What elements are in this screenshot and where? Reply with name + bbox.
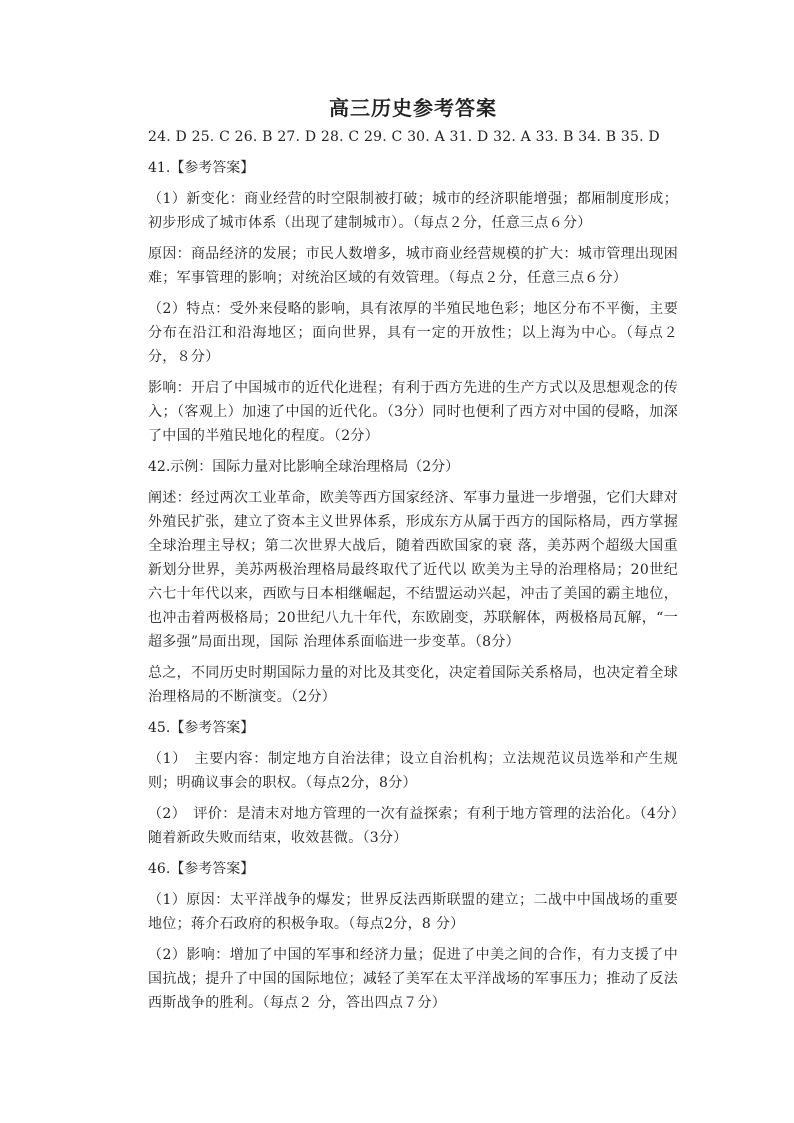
- q46-heading: 46.【参考答案】: [148, 861, 255, 877]
- q41-part1-reasons: 原因：商品经济的发展；市民人数增多，城市商业经营规模的扩大：城市管理出现困难；军事管理的影响；对统治区域的有效管理。（每点２分，任意三点６分）: [148, 246, 678, 286]
- page-title: 高三历史参考答案: [329, 96, 497, 120]
- q42-heading: 42.示例：国际力量对比影响全球治理格局（2分）: [148, 459, 460, 475]
- q42-elaboration: 阐述：经过两次工业革命，欧美等西方国家经济、军事力量进一步增强，它们大肆对外殖民扩张，建立了资本主义世界体系，形成东方从属于西方的国际格局，西方掌握全球治理主导权；第二次世界大战后，随着西欧国家的衰 落，美苏两个超级大国重新划分世界，美苏两极治理格局最终取代了近代以 欧美为主导的治理格局；20世纪六七十年代以来，西欧与日本相继崛起，不结盟运动兴起，冲击了美国的霸主地位，也冲击着两极格局；20世纪八九十年代，东欧剧变，苏联解体，两极格局瓦解，“一超多强”局面出现，国际 治理体系面临进一步变革。（8分）: [148, 490, 678, 650]
- choice-answers: 24. D 25. C 26. B 27. D 28. C 29. C 30. A 31. D 32. A 33. B 34. B 35. D: [148, 129, 660, 145]
- q41-part2-impact: 影响：开启了中国城市的近代化进程；有利于西方先进的生产方式以及思想观念的传入；（客观上）加速了中国的近代化。（3分）同时也便利了西方对中国的侵略，加深了中国的半殖民地化的程度。（2分）: [148, 380, 678, 444]
- q45-part2: （2） 评价：是清末对地方管理的一次有益探索；有利于地方管理的法治化。（4分）随着新政失败而结束，收效甚微。（3分）: [148, 806, 678, 846]
- q46-part2: （2）影响：增加了中国的军事和经济力量；促进了中美之间的合作，有力支援了中国抗战；提升了中国的国际地位；减轻了美军在太平洋战场的军事压力；推动了反法西斯战争的胜利。（每点２ 分，答出四点７分）: [148, 947, 678, 1011]
- q45-part1: （1） 主要内容：制定地方自治法律；设立自治机构；立法规范议员选举和产生规则；明确议事会的职权。（每点2分，8分）: [148, 751, 678, 791]
- q41-heading: 41.【参考答案】: [148, 160, 255, 176]
- q41-part2-features: （2）特点：受外来侵略的影响，具有浓厚的半殖民地色彩；地区分布不平衡，主要分布在沿江和沿海地区；面向世界，具有一定的开放性；以上海为中心。（每点２分，８分）: [148, 301, 678, 365]
- q45-heading: 45.【参考答案】: [148, 720, 255, 736]
- q42-conclusion: 总之，不同历史时期国际力量的对比及其变化，决定着国际关系格局，也决定着全球治理格局的不断演变。（2分）: [148, 665, 678, 705]
- q41-part1-changes: （1）新变化：商业经营的时空限制被打破；城市的经济职能增强；都厢制度形成；初步形成了城市体系（出现了建制城市）。（每点２分，任意三点６分）: [148, 191, 678, 231]
- answer-sheet: [148, 93, 678, 1022]
- q46-part1: （1）原因：太平洋战争的爆发；世界反法西斯联盟的建立；二战中中国战场的重要地位；蒋介石政府的积极争取。（每点2分，8 分）: [148, 892, 678, 932]
